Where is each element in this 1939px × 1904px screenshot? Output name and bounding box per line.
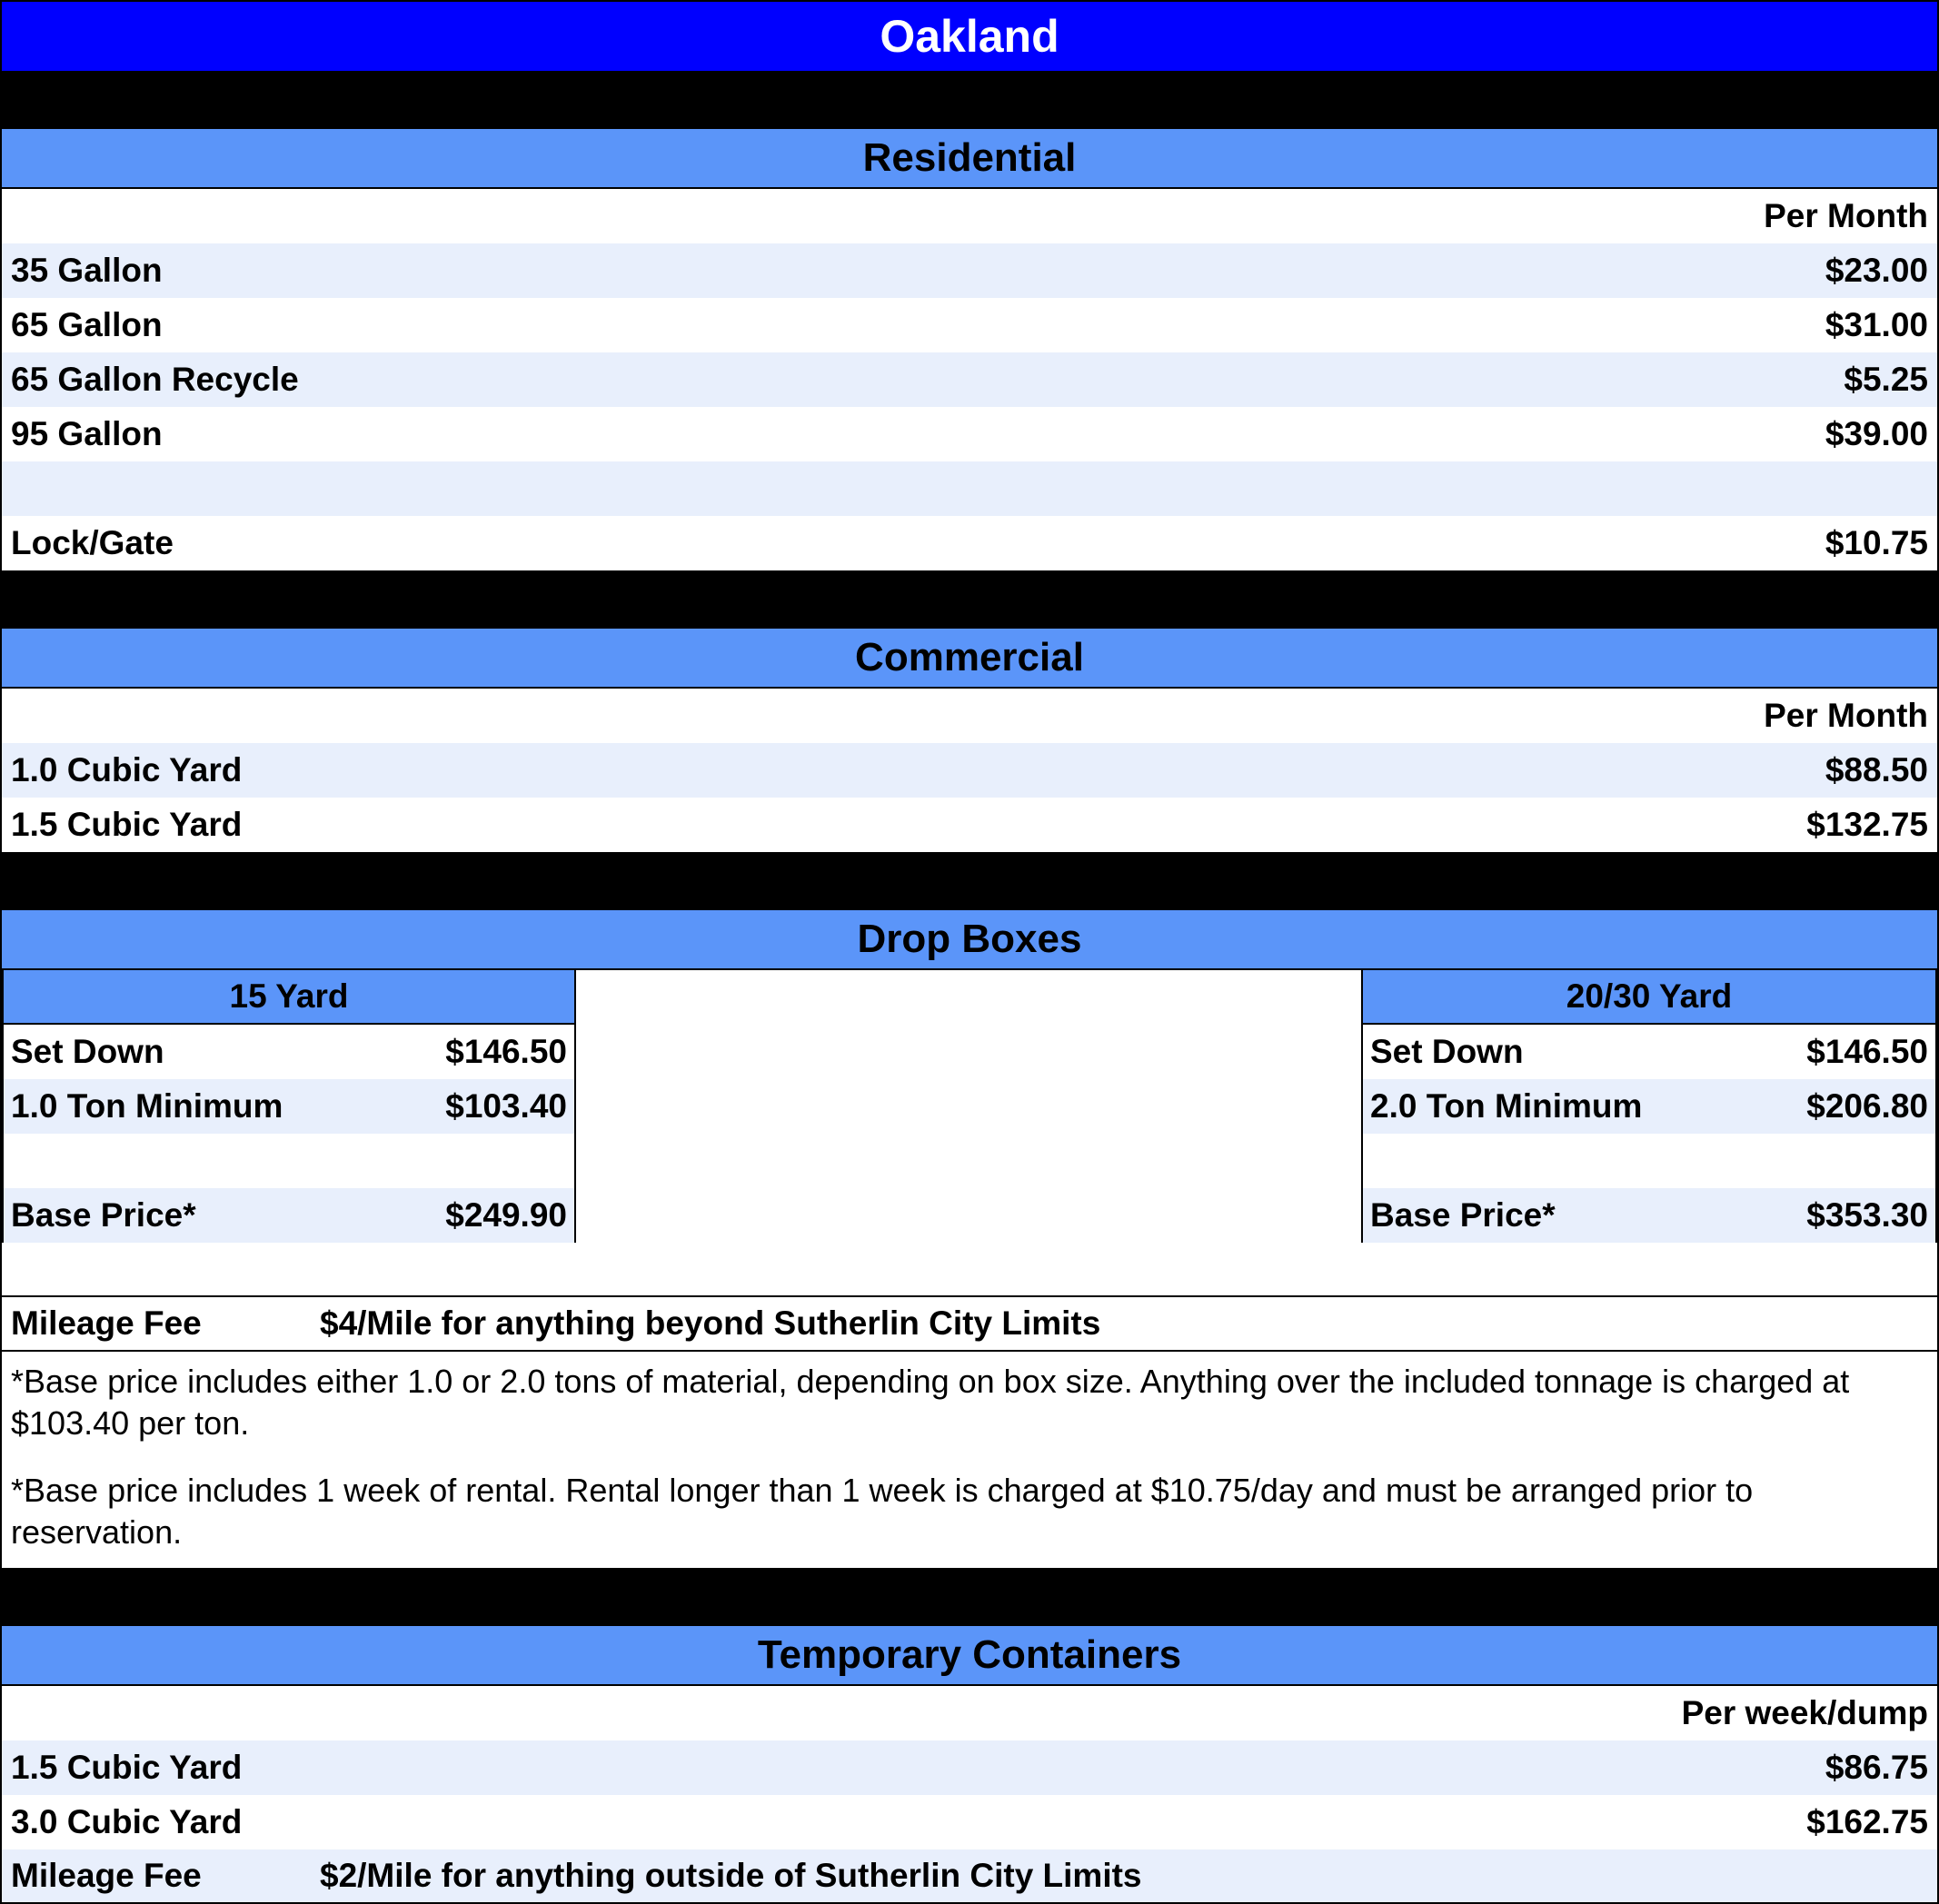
- drop-box-20-30-yard: [1361, 968, 1937, 1243]
- commercial-unit-label: Per Month: [1764, 697, 1928, 734]
- commercial-row-1-5-yard: [2, 798, 1937, 852]
- item-price: $31.00: [1825, 306, 1928, 343]
- drop-box-mileage-row: [2, 1295, 1937, 1350]
- temporary-row-3-0-yard: [2, 1795, 1937, 1849]
- divider-bar: [2, 852, 1937, 908]
- item-price: $146.50: [445, 1033, 567, 1070]
- drop-box-notes: [2, 1350, 1937, 1568]
- item-price: $249.90: [445, 1196, 567, 1234]
- residential-row-65-gallon-recycle: [2, 352, 1937, 407]
- residential-unit-label: Per Month: [1764, 197, 1928, 234]
- residential-row-95-gallon: [2, 407, 1937, 461]
- residential-row-65-gallon: [2, 298, 1937, 352]
- item-label: 65 Gallon: [11, 306, 163, 343]
- item-price: $23.00: [1825, 252, 1928, 289]
- item-label: 1.5 Cubic Yard: [11, 806, 243, 843]
- mileage-label: Mileage Fee: [11, 1304, 202, 1342]
- residential-row-blank: [2, 461, 1937, 516]
- box-heading: 15 Yard: [4, 970, 574, 1025]
- page-title: Oakland: [2, 2, 1937, 71]
- temporary-unit-label: Per week/dump: [1681, 1694, 1928, 1731]
- drop-boxes-heading: Drop Boxes: [2, 908, 1937, 970]
- item-price: $353.30: [1806, 1196, 1928, 1234]
- temporary-mileage-row: [2, 1849, 1937, 1902]
- item-label: 1.0 Ton Minimum: [11, 1087, 283, 1125]
- item-price: $86.75: [1825, 1749, 1928, 1786]
- item-label: 2.0 Ton Minimum: [1370, 1087, 1643, 1125]
- item-label: 1.5 Cubic Yard: [11, 1749, 243, 1786]
- item-label: Base Price*: [11, 1196, 196, 1234]
- mileage-text: $2/Mile for anything outside of Sutherlin City Limits: [320, 1857, 1142, 1894]
- divider-bar: [2, 1568, 1937, 1624]
- temporary-row-1-5-yard: [2, 1740, 1937, 1795]
- item-price: $146.50: [1806, 1033, 1928, 1070]
- residential-row-lock-gate: [2, 516, 1937, 570]
- mileage-text: $4/Mile for anything beyond Sutherlin City Limits: [320, 1304, 1101, 1342]
- drop-box-15-yard: [2, 968, 576, 1243]
- residential-heading: Residential: [2, 127, 1937, 189]
- item-label: Set Down: [11, 1033, 164, 1070]
- item-price: $132.75: [1806, 806, 1928, 843]
- box-row-base-price: [1363, 1188, 1935, 1243]
- item-label: 1.0 Cubic Yard: [11, 751, 243, 788]
- divider-bar: [2, 71, 1937, 127]
- item-price: $39.00: [1825, 415, 1928, 452]
- item-label: 95 Gallon: [11, 415, 163, 452]
- item-label: 3.0 Cubic Yard: [11, 1803, 243, 1840]
- item-price: $10.75: [1825, 524, 1928, 561]
- box-row-set-down: [4, 1025, 574, 1079]
- item-price: $162.75: [1806, 1803, 1928, 1840]
- box-row-minimum: [4, 1079, 574, 1134]
- box-row-blank: [1363, 1134, 1935, 1188]
- box-row-blank: [4, 1134, 574, 1188]
- item-label: Lock/Gate: [11, 524, 174, 561]
- item-price: $103.40: [445, 1087, 567, 1125]
- tonnage-note: *Base price includes either 1.0 or 2.0 tons of material, depending on box size. Anything over the included tonnage is charged at $103.40 per ton.: [11, 1363, 1850, 1442]
- item-price: $5.25: [1844, 361, 1928, 398]
- commercial-row-1-0-yard: [2, 743, 1937, 798]
- item-price: $88.50: [1825, 751, 1928, 788]
- box-row-set-down: [1363, 1025, 1935, 1079]
- item-price: $206.80: [1806, 1087, 1928, 1125]
- residential-unit-row: [2, 189, 1937, 243]
- commercial-heading: Commercial: [2, 627, 1937, 689]
- box-row-minimum: [1363, 1079, 1935, 1134]
- item-label: 65 Gallon Recycle: [11, 361, 299, 398]
- residential-row-35-gallon: [2, 243, 1937, 298]
- divider-bar: [2, 570, 1937, 627]
- temporary-containers-heading: Temporary Containers: [2, 1624, 1937, 1686]
- commercial-unit-row: [2, 689, 1937, 743]
- temporary-unit-row: [2, 1686, 1937, 1740]
- item-label: Base Price*: [1370, 1196, 1556, 1234]
- item-label: 35 Gallon: [11, 252, 163, 289]
- box-row-base-price: [4, 1188, 574, 1243]
- item-label: Set Down: [1370, 1033, 1524, 1070]
- box-heading: 20/30 Yard: [1363, 970, 1935, 1025]
- rental-note: *Base price includes 1 week of rental. Rental longer than 1 week is charged at $10.75/day and must be arranged prior to reservation.: [11, 1472, 1754, 1551]
- mileage-label: Mileage Fee: [11, 1857, 202, 1894]
